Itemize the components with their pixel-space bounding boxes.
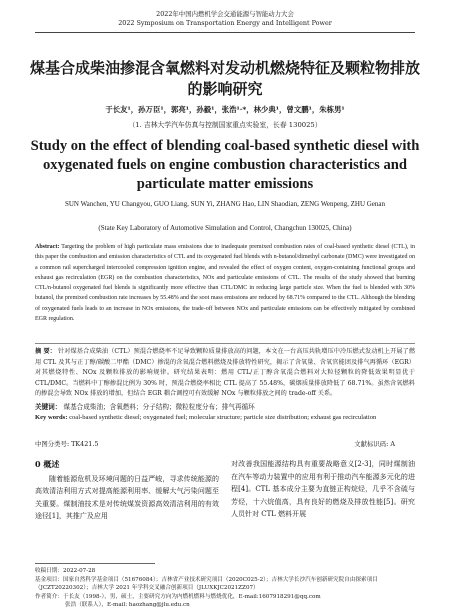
footnote-received: 收稿日期：2022-07-28 xyxy=(35,568,96,574)
body-column-left xyxy=(35,458,219,523)
footnote-corresponding: 张浩（联系人），E-mail: haozhang@jlu.edu.cn xyxy=(65,602,190,609)
paper-title-en: Study on the effect of blending coal-based synthetic diesel with oxygenated fuels on engine combustion characteristics and particulate matter emissions xyxy=(30,138,420,192)
author-list-cn: 于长友¹，孙万臣¹，郭亮¹，孙毅¹，张浩¹·*，林少典¹，曾文鹏¹，朱栋男¹ xyxy=(105,105,345,114)
abstract-en-text: Targeting the problem of high particulate mass emissions due to inadequate premixed combustion rates of coal-based synthetic diesel (CTL), in this paper the combustion and emission characteristics of CTL and its oxygenated fuel blends with n-butanol/dimethyl carbonate (DMC) were investigated on a common rail supercharged intercooled compression ignition engine, and revealed the effect of oxygen content, oxygen-containing functional groups and exhaust gas recirculation (EGR) on the combustion characteristics, NOx and particulate emissions of CTL. The results of the study showed that burning CTL/n-butanol oxygenated fuel blends is significantly more effective than CTL/DMC in reducing large particle size. When the fuel is blended with 30% butanol, the premixed combustion rate increases by 55.48% and the soot mass emissions are reduced by 68.71% compared to the CTL. Although the blending of oxygenated fuels leads to an increase in NOx emissions, the trade-off between NOx and particulate emissions can be effectively mitigated by combined EGR regulation. xyxy=(35,244,415,323)
footnotes xyxy=(35,567,420,610)
keywords-en-label: Key words: xyxy=(35,414,68,421)
footnote-divider xyxy=(35,563,155,564)
intro-paragraph-right: 对改善我国能源结构具有重要战略意义[2-3]，同时煤制油在汽车等动力装置中的应用有利于推动汽车能源多元化的进程[4]。CTL 基本成分主要为直链正构烷烃，几乎不含硫与芳烃，十六烷值高，具有良好的燃烧及排放性能[5]。研究人员针对 CTL 燃料开展 xyxy=(231,460,415,519)
intro-paragraph-left: 随着能源危机及环境问题的日益严峻，寻求传统能源的高效清洁利用方式对提高能源利用率、缓解大气污染问题至关重要。煤制油技术是对传统煤炭资源高效清洁利用的有效途径[1]，其推广及应用 xyxy=(35,474,219,521)
footnote-fund: 基金项目：国家自然科学基金项目（51676084）；吉林省产业技术研究项目（2020C025-2）；吉林大学长沙汽车创新研究院自由探索项目（JCZT20220302）；吉林大学 2021 年学科交叉融合创新项目（JLUXKJC2021ZZ07） xyxy=(35,576,378,592)
abstract-en-label: Abstract: xyxy=(35,244,60,250)
body-column-right xyxy=(231,458,415,521)
document-code: 文献标识码: A xyxy=(354,440,395,448)
keywords-cn-text: 煤基合成柴油；含氧燃料；分子结构；微粒粒度分布；排气再循环 xyxy=(63,403,255,411)
abstract-en xyxy=(35,242,415,324)
keywords-en xyxy=(35,413,415,424)
abstract-divider xyxy=(35,343,415,344)
keywords-en-text: coal-based synthetic diesel; oxygenated fuel; molecular structure; particle size distribution; exhaust gas recirculation xyxy=(69,414,377,421)
affiliation-en: (State Key Laboratory of Automotive Simulation and Control, Changchun 130025, China) xyxy=(98,224,352,232)
keywords-cn-label: 关键词： xyxy=(35,403,62,411)
abstract-cn-text: 针对煤基合成柴油（CTL）预混合燃烧率不足导致颗粒质量排放高的问题，本文在一台高压共轨增压中冷压燃式发动机上开展了燃用 CTL 及其与正丁醇/碳酸二甲酯（DMC）掺混的含氧混合燃料燃烧及排放特性研究，揭示了含氧量、含氧官能团及排气再循环（EGR）对其燃烧特性、NOx 及颗粒排放的影响规律。研究结果表明：燃用 CTL/正丁醇含氧混合燃料对大粒径颗粒的降低效果明显优于 CTL/DMC。当燃料中丁醇掺混比例为 30% 时，预混合燃烧率相比 CTL 提高了 55.48%，碳烟质量排放降低了 68.71%。虽然含氧燃料的掺混会导致 NOx 排放的增加，但结合 EGR 耦合调控可有效缓解 NOx 与颗粒排放之间的 trade-off 关系。 xyxy=(35,348,416,398)
author-list-en: SUN Wanchen, YU Changyou, GUO Liang, SUN Yi, ZHANG Hao, LIN Shaodian, ZENG Wenpeng, ZHU Genan xyxy=(64,200,386,208)
section-heading-intro: 0 概述 xyxy=(35,459,60,469)
paper-title-cn: 煤基合成柴油掺混含氧燃料对发动机燃烧特征及颗粒物排放的影响研究 xyxy=(30,59,421,98)
affiliation-cn: （1. 吉林大学汽车仿真与控制国家重点实验室，长春 130025） xyxy=(128,121,322,129)
header-divider xyxy=(35,32,415,33)
footnote-author: 作者简介：于长友（1998-），男，硕士，主要研究方向为内燃机燃料与燃烧优化，E-mail:1607918291@qq.com xyxy=(35,593,321,600)
conference-name-cn: 2022年中国内燃机学会交通能源与智能动力大会 xyxy=(156,10,294,18)
abstract-cn-label: 摘 要： xyxy=(35,348,56,355)
conference-header xyxy=(0,10,450,28)
abstract-cn xyxy=(35,347,415,400)
clc-number: 中图分类号: TK421.5 xyxy=(35,440,99,448)
conference-name-en: 2022 Symposium on Transportation Energy and Intelligent Power xyxy=(118,19,332,27)
keywords-cn xyxy=(35,401,415,411)
